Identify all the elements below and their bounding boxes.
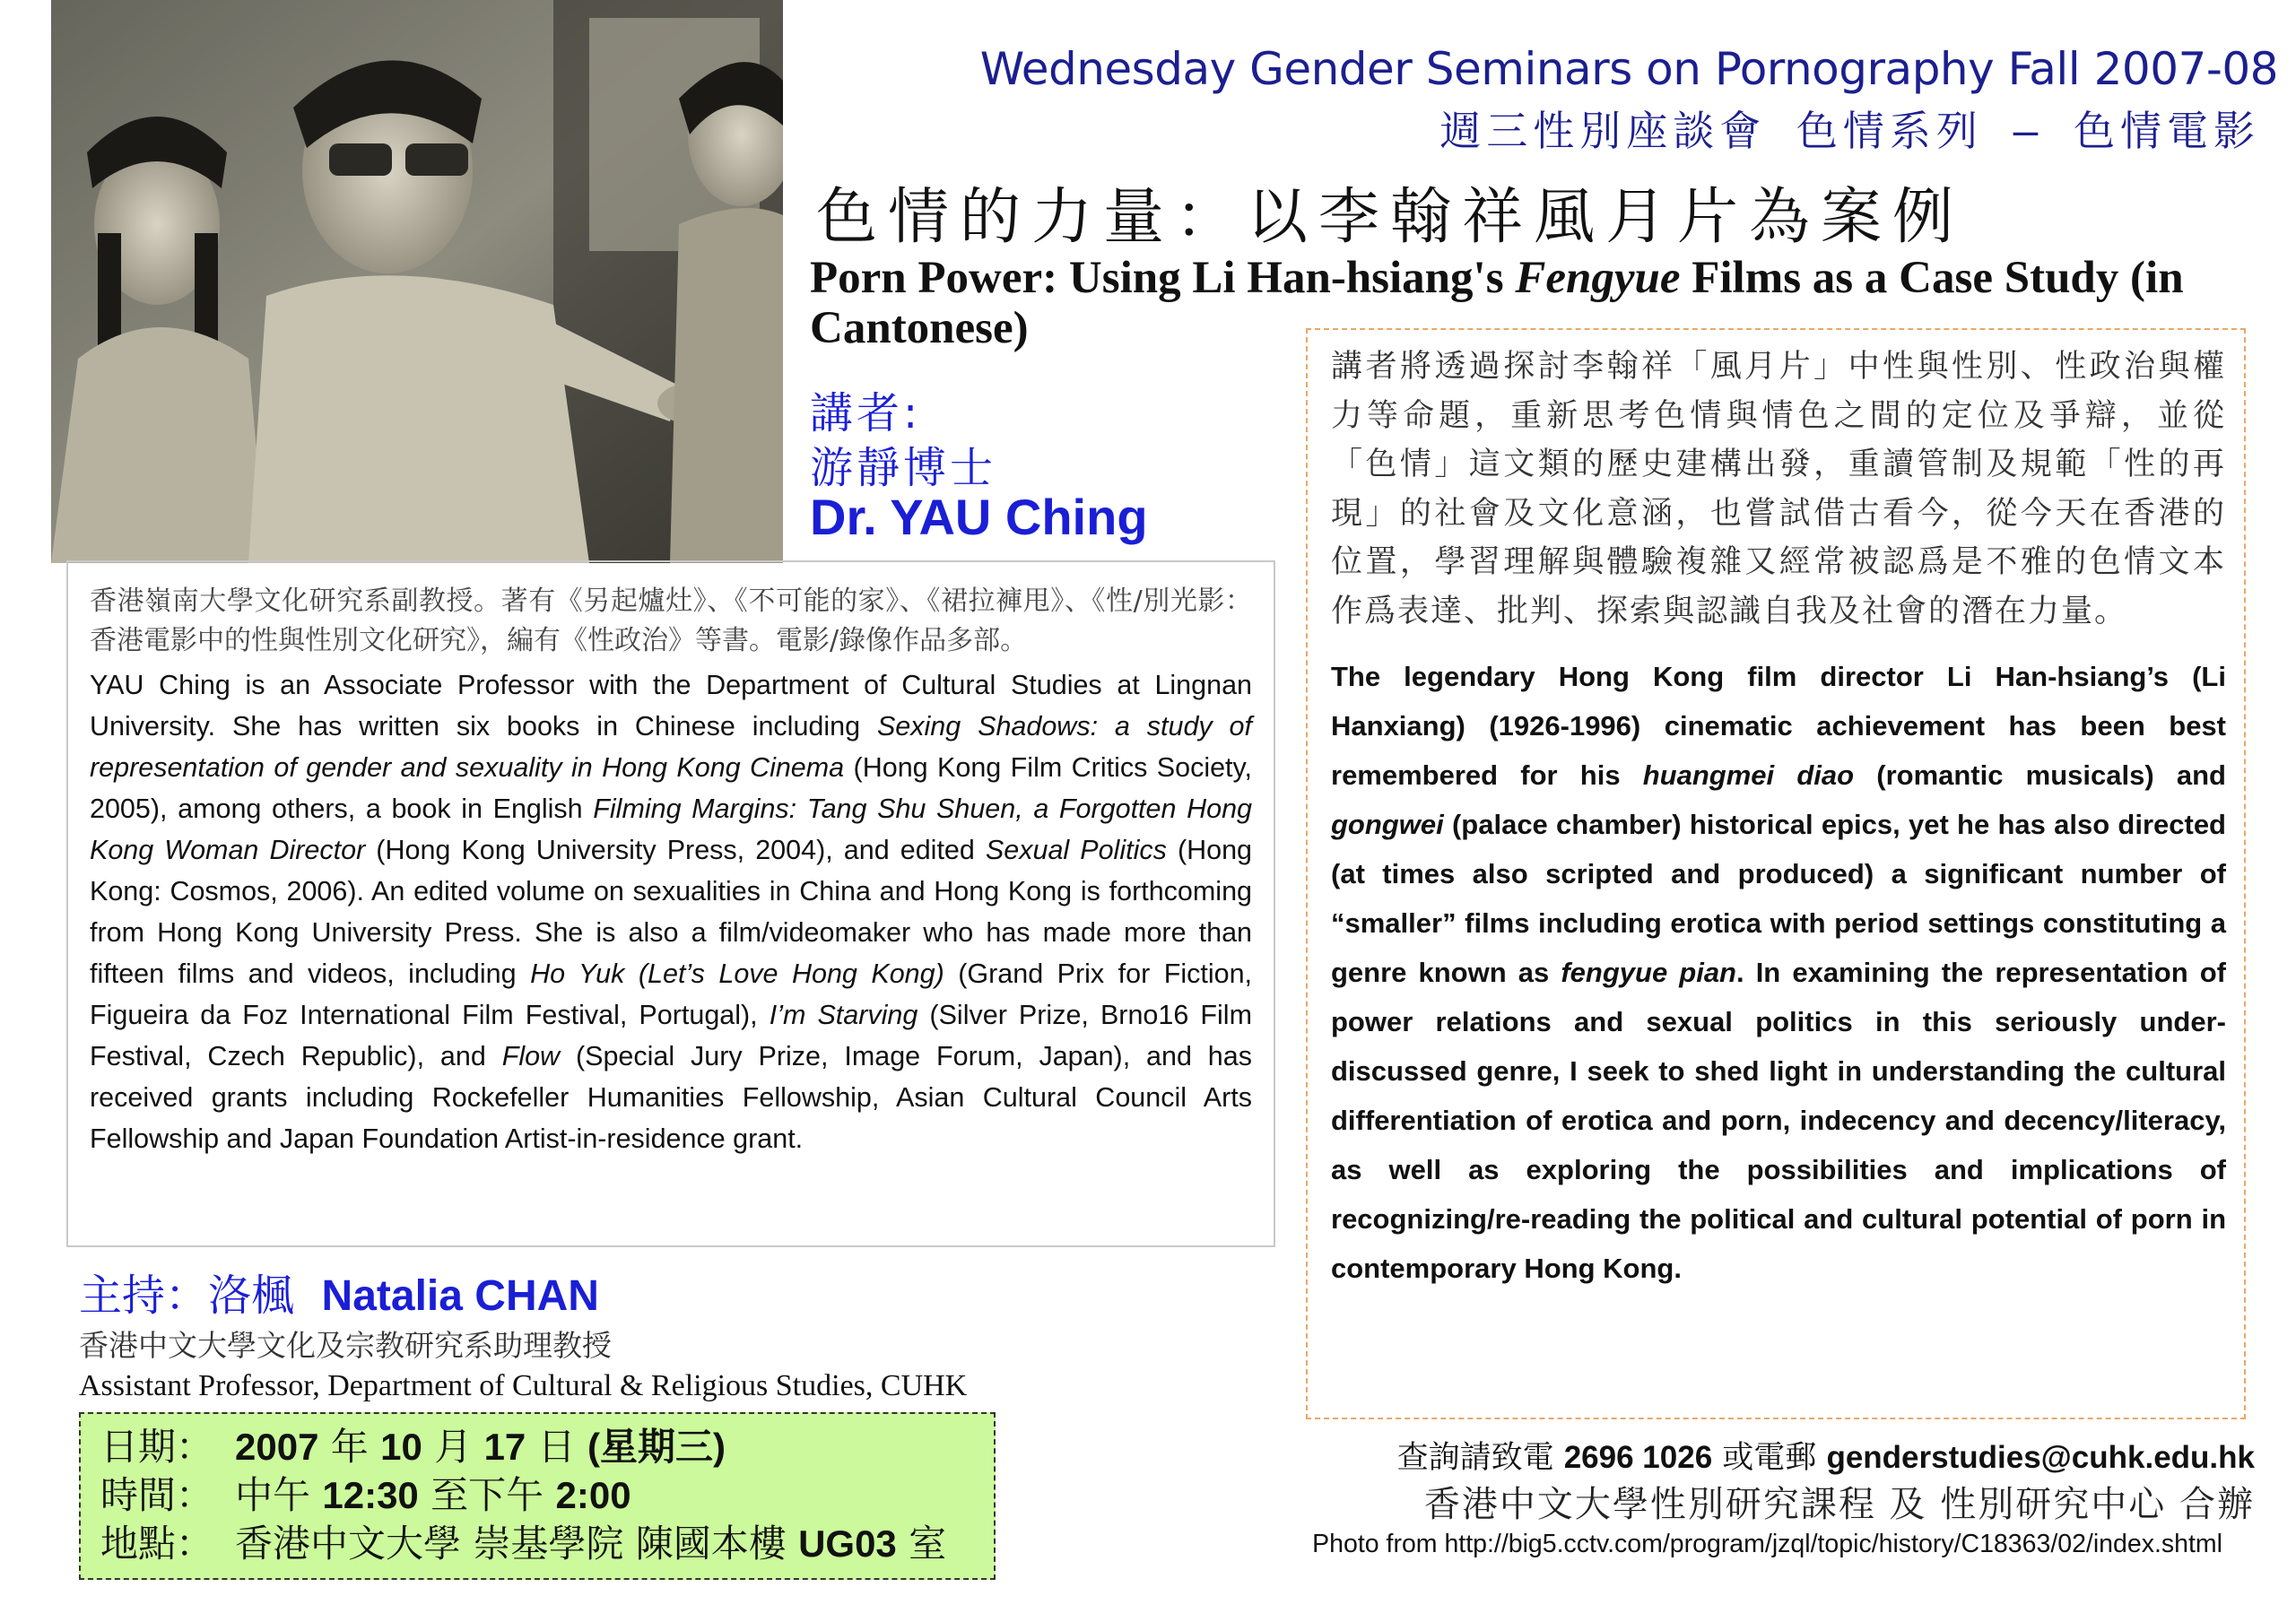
contact-email[interactable]: genderstudies@cuhk.edu.hk [1826, 1440, 2255, 1475]
speaker-bio-box [66, 560, 1275, 1247]
host-title-en: Assistant Professor, Department of Cultural & Religious Studies, CUHK [79, 1369, 968, 1402]
text-run: The legendary Hong Kong film director Li Han-hsiang’s (Li Hanxiang) (1926-1996) cinematic achievement has been best remembered for his [1331, 661, 2226, 791]
host-label: 主持：洛楓 [79, 1271, 295, 1321]
venue-label: 地點： [100, 1522, 214, 1566]
event-details-box [79, 1412, 996, 1580]
contact-phone[interactable]: 2696 1026 [1563, 1440, 1713, 1475]
text-run: (Grand Prix for Fiction, Figueira da Foz International Film Festival, Portugal), [90, 958, 1253, 1030]
text-run: (palace chamber) historical epics, yet he has also directed (at times also scripted and produced) a significant number of “smaller” films including erotica with period settings constituting a genre known as [1331, 809, 2226, 988]
italic-text: Filming Margins: Tang Shu Shuen, a Forgotten Hong Kong Woman Director [90, 794, 1252, 865]
abstract-box [1306, 328, 2246, 1419]
venue-text: 香港中文大學 崇基學院 陳國本樓 [235, 1522, 799, 1566]
text-run: (Special Jury Prize, Image Forum, Japan), and has received grants including Rockefeller Humanities Fellowship, Asian Cultural Council Arts Fellowship and Japan Foundation Artist-in-residence grant. [90, 1041, 1252, 1154]
host-name-en: Natalia CHAN [321, 1272, 599, 1320]
italic-text: fengyue pian [1561, 957, 1736, 988]
text-run: (Hong Kong University Press, 2004), and edited [365, 835, 986, 865]
text-run: (Silver Prize, Brno16 Film Festival, Czech Republic), and [90, 1000, 1252, 1071]
date-weekday: (星期三) [587, 1426, 726, 1468]
photo-credit: Photo from http://big5.cctv.com/program/jzql/topic/history/C18363/02/index.shtml [1312, 1530, 2222, 1558]
seminar-series-title-en: Wednesday Gender Seminars on Pornography Fall 2007-08 [979, 43, 2278, 95]
date-month-unit: 月 [422, 1425, 484, 1469]
text-run: YAU Ching is an Associate Professor with the Department of Cultural Studies at Lingnan University. She has written six books in Chinese including [90, 670, 1252, 742]
speaker-name-en: Dr. YAU Ching [810, 489, 1148, 545]
event-venue [235, 1520, 946, 1568]
talk-title-en-italic: Fengyue [1515, 253, 1681, 303]
time-end: 2:00 [555, 1474, 631, 1516]
event-date-row [100, 1423, 994, 1471]
abstract-en [1331, 652, 2226, 1293]
text-run: (Hong Kong: Cosmos, 2006). An edited volume on sexualities in China and Hong Kong is forthcoming from Hong Kong University Press. She is also a film/videomaker who has made more than fifteen films and videos, including [90, 835, 1253, 989]
seminar-series-title-zh: 週三性別座談會 色情系列 – 色情電影 [1439, 107, 2260, 155]
host-title-zh: 香港中文大學文化及宗教研究系助理教授 [79, 1328, 612, 1363]
event-time [235, 1471, 631, 1520]
talk-title-en-part2: Films as a Case Study (in Cantonese) [810, 253, 2184, 353]
talk-title-zh: 色情的力量：以李翰祥風月片為案例 [816, 182, 1965, 253]
italic-text: Ho Yuk (Let’s Love Hong Kong) [530, 958, 944, 989]
date-day-unit: 日 [526, 1425, 587, 1469]
italic-text: I’m Starving [769, 1000, 918, 1030]
date-label: 日期： [100, 1425, 214, 1469]
time-start: 12:30 [322, 1474, 419, 1516]
contact-mid: 或電郵 [1712, 1440, 1827, 1476]
italic-text: huangmei diao [1642, 759, 1855, 791]
date-year: 2007 [235, 1426, 319, 1468]
time-label: 時間： [100, 1473, 214, 1517]
contact-prefix: 查詢請致電 [1396, 1440, 1564, 1476]
italic-text: Sexual Politics [985, 835, 1167, 865]
abstract-zh: 講者將透過探討李翰祥「風月片」中性與性別、性政治與權力等命題，重新思考色情與情色之間的定位及爭辯，並從「色情」這文類的歷史建構出發，重讀管制及規範「性的再現」的社會及文化意涵，也嘗試借古看今，從今天在香港的位置，學習理解與體驗複雜又經常被認爲是不雅的色情文本作爲表達、批判、探索與認識自我及社會的潛在力量。 [1331, 349, 2226, 629]
speaker-bio-en [90, 664, 1252, 1159]
venue-room: UG03 [798, 1522, 897, 1565]
event-date [235, 1423, 726, 1471]
date-day: 17 [483, 1426, 526, 1468]
text-run: (romantic musicals) and [1854, 759, 2226, 791]
contact-line [1397, 1433, 2255, 1478]
film-still-photo [51, 0, 783, 563]
time-mid: 至下午 [418, 1473, 556, 1517]
host-line [79, 1261, 599, 1323]
text-run: (Hong Kong Film Critics Society, 2005), among others, a book in English [90, 752, 1252, 824]
event-venue-row [100, 1520, 994, 1568]
speaker-bio-zh: 香港嶺南大學文化研究系副教授。著有《另起爐灶》、《不可能的家》、《裙拉褲甩》、《性/別光影：香港電影中的性與性別文化研究》，編有《性政治》等書。電影/錄像作品多部。 [90, 585, 1252, 656]
talk-title-en-part1: Porn Power: Using Li Han-hsiang's [810, 253, 1516, 303]
organiser-line: 香港中文大學性別研究課程 及 性別研究中心 合辦 [1423, 1484, 2255, 1525]
venue-suffix: 室 [896, 1522, 947, 1566]
italic-text: Flow [501, 1041, 561, 1071]
speaker-name-zh: 游靜博士 [810, 443, 997, 493]
text-run: . In examining the representation of power relations and sexual politics in this seriously under-discussed genre, I seek to shed light in understanding the cultural differentiation of erotica and porn, indecency and decency/literacy, as well as exploring the possibilities and implications of recognizing/re-reading the political and cultural potential of porn in contemporary Hong Kong. [1331, 957, 2227, 1284]
date-year-unit: 年 [318, 1425, 381, 1469]
speaker-label: 講者: [810, 388, 922, 438]
italic-text: Sexing Shadows: a study of representation of gender and sexuality in Hong Kong Cinema [90, 711, 1252, 783]
event-time-row [100, 1471, 994, 1520]
time-start-prefix: 中午 [235, 1473, 323, 1517]
italic-text: gongwei [1331, 809, 1444, 840]
date-month: 10 [380, 1426, 422, 1468]
